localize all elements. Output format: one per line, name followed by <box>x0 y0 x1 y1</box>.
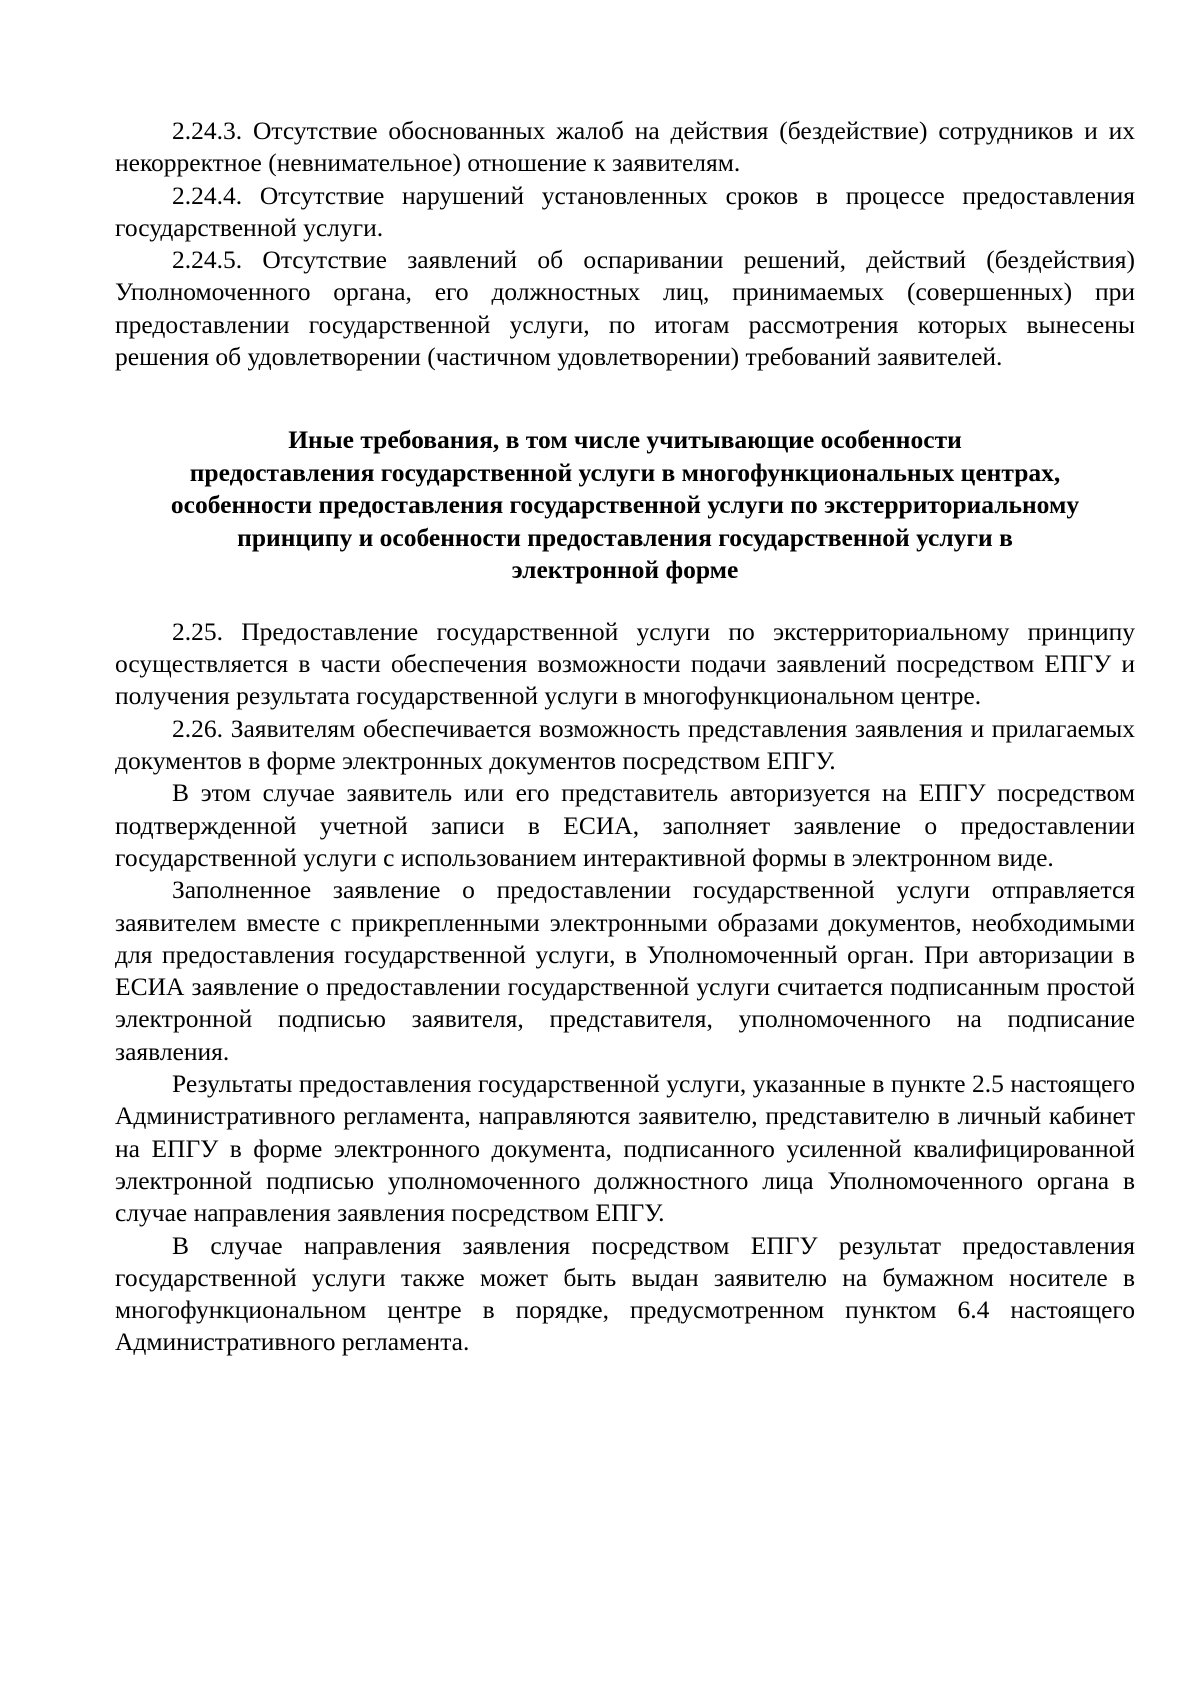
paragraph-2-26: 2.26. Заявителям обеспечивается возможность представления заявления и прилагаемых документов в форме электронных документов посредством ЕПГУ. <box>115 713 1135 776</box>
section-heading-line: электронной форме <box>511 555 739 585</box>
document-body <box>115 115 1135 1359</box>
section-heading-line: особенности предоставления государственной услуги по экстерриториальному <box>170 490 1080 520</box>
section-heading <box>115 424 1135 587</box>
section-heading-line: принципу и особенности предоставления государственной услуги в <box>237 522 1013 552</box>
paragraph-filled-application: Заполненное заявление о предоставлении государственной услуги отправляется заявителем вместе с прикрепленными электронными образами документов, необходимыми для предоставления государственной услуги, в Уполномоченный орган. При авторизации в ЕСИА заявление о предоставлении государственной услуги считается подписанным простой электронной подписью заявителя, представителя, уполномоченного на подписание заявления. <box>115 875 1135 1066</box>
section-heading-line: Иные требования, в том числе учитывающие особенности <box>288 425 962 455</box>
paragraph-results-delivery: Результаты предоставления государственной услуги, указанные в пункте 2.5 настоящего Административного регламента, направляются заявителю, представителю в личный кабинет на ЕПГУ в форме электронного документа, подписанного усиленной квалифицированной электронной подписью уполномоченного должностного лица Уполномоченного органа в случае направления заявления посредством ЕПГУ. <box>115 1069 1135 1228</box>
section-heading-line: предоставления государственной услуги в многофункциональных центрах, <box>189 457 1061 487</box>
paragraph-2-24-5: 2.24.5. Отсутствие заявлений об оспаривании решений, действий (бездействия) Уполномоченного органа, его должностных лиц, принимаемых (совершенных) при предоставлении государственной услуги, по итогам рассмотрения которых вынесены решения об удовлетворении (частичном удовлетворении) требований заявителей. <box>115 245 1135 372</box>
paragraph-2-24-3: 2.24.3. Отсутствие обоснованных жалоб на действия (бездействие) сотрудников и их некорректное (невнимательное) отношение к заявителям. <box>115 116 1135 178</box>
paragraph-esia-authorization: В этом случае заявитель или его представитель авторизуется на ЕПГУ посредством подтвержденной учетной записи в ЕСИА, заполняет заявление о предоставлении государственной услуги с использованием интерактивной формы в электронном виде. <box>115 778 1135 872</box>
paragraph-2-25: 2.25. Предоставление государственной услуги по экстерриториальному принципу осуществляется в части обеспечения возможности подачи заявлений посредством ЕПГУ и получения результата государственной услуги в многофункциональном центре. <box>115 616 1135 711</box>
paragraph-2-24-4: 2.24.4. Отсутствие нарушений установленных сроков в процессе предоставления государственной услуги. <box>115 180 1135 242</box>
paragraph-paper-result: В случае направления заявления посредством ЕПГУ результат предоставления государственной услуги также может быть выдан заявителю на бумажном носителе в многофункциональном центре в порядке, предусмотренном пунктом 6.4 настоящего Административного регламента. <box>115 1230 1135 1357</box>
